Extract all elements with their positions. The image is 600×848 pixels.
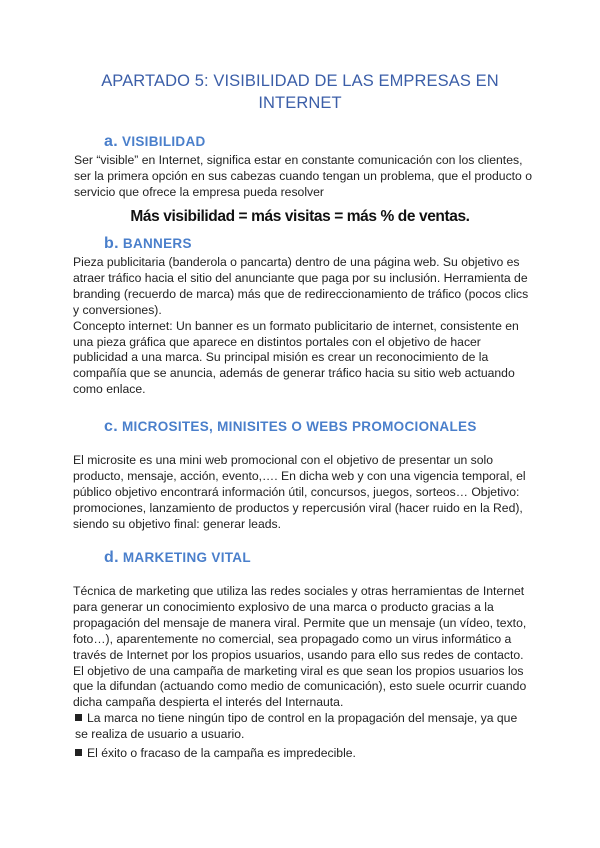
section-a-heading (104, 133, 206, 151)
section-c-paragraph: El microsite es una mini web promocional con el objetivo de presentar un solo producto, mensaje, acción, evento,…. En dicha web y con una vigencia temporal, el público objetivo encontrará información útil, concursos, juegos, sorteos… Objetivo: promociones, lanzamiento de productos y repercusión viral (hacer ruido en la Red), siendo su objetivo final: generar leads. (73, 453, 526, 531)
section-d-title: MARKETING VITAL (122, 550, 251, 565)
section-d-bullet-2-text: El éxito o fracaso de la campaña es impredecible. (87, 746, 356, 761)
section-b-heading (104, 235, 192, 253)
section-a-title: VISIBILIDAD (122, 134, 206, 149)
page-title: APARTADO 5: VISIBILIDAD DE LAS EMPRESAS EN INTERNET (101, 72, 499, 112)
section-a-letter: a. (104, 133, 118, 150)
section-d-bullet-1 (73, 711, 531, 743)
section-d-letter: d. (104, 549, 119, 566)
section-b-paragraph-1: Pieza publicitaria (banderola o pancarta) dentro de una página web. Su objetivo es atraer tráfico hacia el sitio del anunciante que paga por su inclusión. Herramienta de branding (recuerdo de marca) más que de redireccionamiento de tráfico (pocos clics y conversiones). (73, 255, 529, 317)
section-c-title: MICROSITES, MINISITES O WEBS PROMOCIONALES (122, 419, 477, 434)
section-b-title: BANNERS (122, 236, 192, 251)
visibility-formula: Más visibilidad = más visitas = más % de ventas. (130, 208, 470, 225)
section-d-paragraph-1: Técnica de marketing que utiliza las redes sociales y otras herramientas de Internet para generar un conocimiento explosivo de una marca o producto gracias a la propagación del mensaje de manera viral. Permite que un mensaje (un vídeo, texto, foto…), aparentemente no comercial, sea propagado como un virus informático a través de Internet por los propios usuarios, usando para ello sus redes de contacto. (73, 584, 527, 662)
section-a-body (74, 153, 536, 201)
section-c-heading (104, 418, 477, 436)
section-b-letter: b. (104, 235, 119, 252)
section-a-paragraph: Ser “visible” en Internet, significa estar en constante comunicación con los clientes, ser la primera opción en sus cabezas cuando tengan un problema, que el producto o servicio que ofrece la empresa pueda resolver (74, 153, 533, 199)
section-b-paragraph-2: Concepto internet: Un banner es un formato publicitario de internet, consistente en una pieza gráfica que aparece en distintos portales con el objetivo de hacer publicidad a una marca. Su principal misión es crear un reconocimiento de la compañía que se anuncia, además de generar tráfico hacia su sitio web actuando como enlace. (73, 318, 519, 397)
section-d-paragraph-2: El objetivo de una campaña de marketing viral es que sean los propios usuarios los que la difundan (actuando como medio de comunicación), esto suele ocurrir cuando dicha campaña despierta el interés del Internauta. (73, 663, 527, 710)
section-d-bullet-2 (73, 746, 531, 762)
section-d-bullet-1-text: La marca no tiene ningún tipo de control en la propagación del mensaje, ya que se realiza de usuario a usuario. (75, 711, 518, 742)
section-c-letter: c. (104, 418, 118, 435)
section-d-heading (104, 549, 251, 567)
square-bullet-icon (75, 749, 82, 756)
section-c-body (73, 453, 531, 533)
section-b-body (73, 255, 531, 398)
square-bullet-icon (75, 714, 82, 721)
section-d-body (73, 584, 531, 762)
